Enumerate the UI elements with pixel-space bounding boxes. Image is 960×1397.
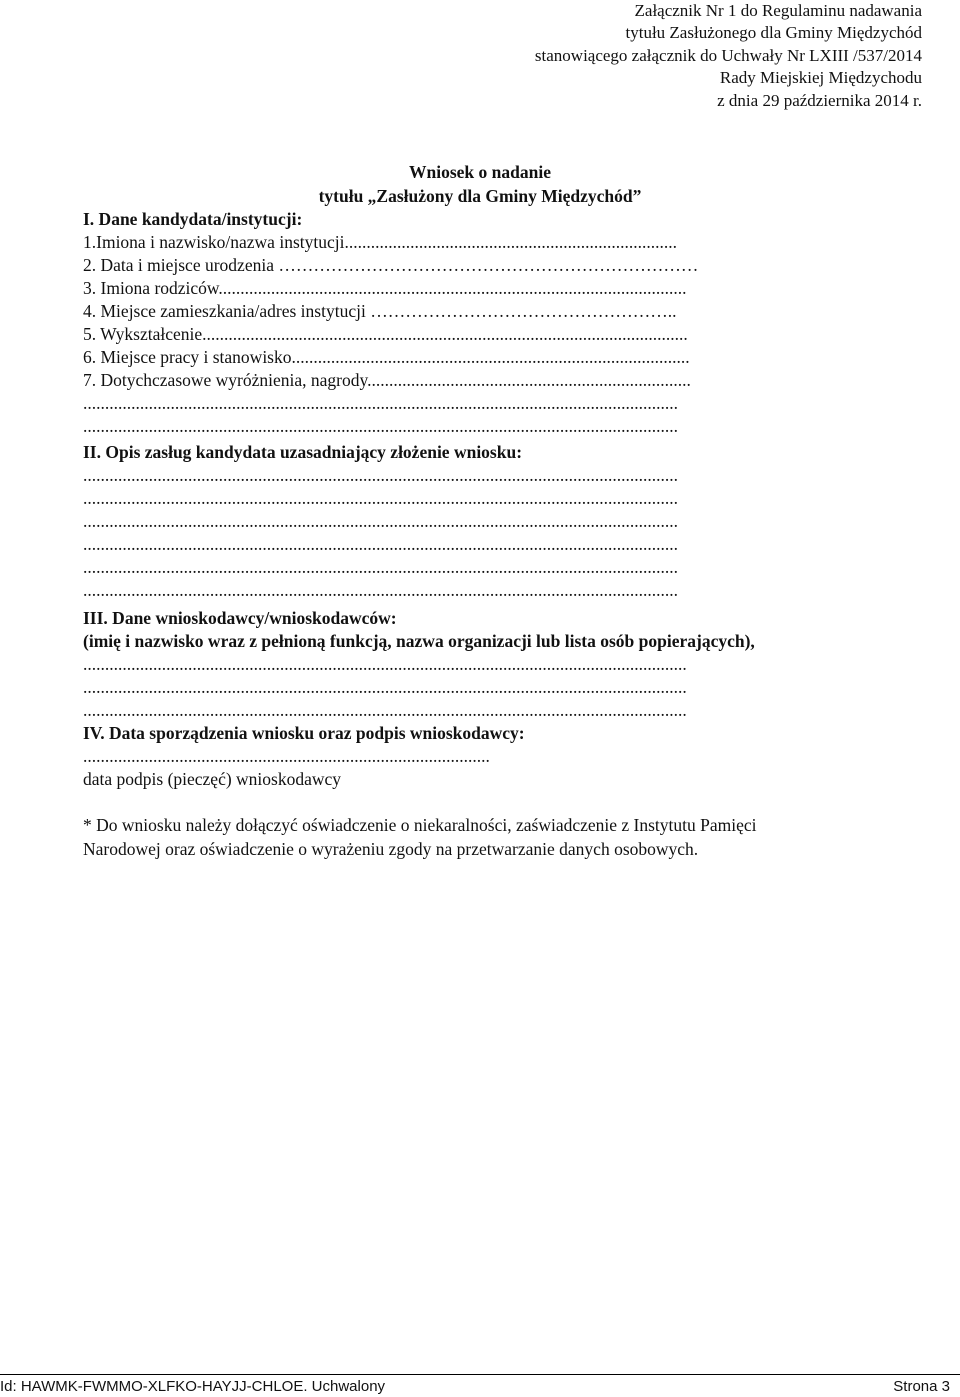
page-footer <box>0 1374 960 1395</box>
section-3-subheading: (imię i nazwisko wraz z pełnioną funkcją, nazwa organizacji lub lista osób popierających), <box>83 631 755 651</box>
section-2-line-3: ........................................................................................................................................ <box>83 511 678 531</box>
section-1-item-2: 2. Data i miejsce urodzenia ……………………………………………………………… <box>83 255 699 275</box>
section-3-heading: III. Dane wnioskodawcy/wnioskodawców: <box>83 608 397 628</box>
title-line-2: tytułu „Zasłużony dla Gminy Międzychód” <box>318 186 642 206</box>
annex-line-3: stanowiącego załącznik do Uchwały Nr LXIII /537/2014 <box>534 45 922 65</box>
signature-dots: ............................................................................................. <box>83 746 490 766</box>
note-line-2: Narodowej oraz oświadczenie o wyrażeniu zgody na przetwarzanie danych osobowych. <box>83 839 699 859</box>
annex-line-1: Załącznik Nr 1 do Regulaminu nadawania <box>634 1 922 20</box>
section-1-item-4: 4. Miejsce zamieszkania/adres instytucji …………………………………………….. <box>83 301 677 321</box>
section-1-item-6: 6. Miejsce pracy i stanowisko........................................................................................... <box>83 347 690 367</box>
annex-line-5: z dnia 29 października 2014 r. <box>717 90 922 110</box>
page-number: Strona 3 <box>893 1378 950 1395</box>
document-id: Id: HAWMK-FWMMO-XLFKO-HAYJJ-CHLOE. Uchwalony <box>0 1378 386 1395</box>
title-line-1: Wniosek o nadanie <box>409 162 551 182</box>
annex-header <box>402 0 922 112</box>
note-line-1: * Do wniosku należy dołączyć oświadczenie o niekaralności, zaświadczenie z Instytutu Pamięci <box>83 815 757 835</box>
section-2-heading: II. Opis zasług kandydata uzasadniający złożenie wniosku: <box>83 442 523 462</box>
section-2-line-4: ........................................................................................................................................ <box>83 534 678 554</box>
section-1-heading: I. Dane kandydata/instytucji: <box>83 209 303 229</box>
signature-label: data podpis (pieczęć) wnioskodawcy <box>83 769 342 789</box>
section-1-extra-line-2: ........................................................................................................................................ <box>83 416 678 436</box>
annex-line-4: Rady Miejskiej Międzychodu <box>719 68 922 88</box>
section-3-line-3: .......................................................................................................................................... <box>83 700 687 720</box>
section-1-item-7: 7. Dotychczasowe wyróżnienia, nagrody.......................................................................... <box>83 370 691 390</box>
section-1-item-1: 1.Imiona i nazwisko/nazwa instytucji............................................................................ <box>83 232 677 252</box>
annex-line-2: tytułu Zasłużonego dla Gminy Międzychód <box>625 23 922 43</box>
section-2-line-6: ........................................................................................................................................ <box>83 580 678 600</box>
section-2-line-2: ........................................................................................................................................ <box>83 488 678 508</box>
section-2-line-5: ........................................................................................................................................ <box>83 557 678 577</box>
section-3-line-1: .......................................................................................................................................... <box>83 654 687 674</box>
section-3-line-2: .......................................................................................................................................... <box>83 677 687 697</box>
section-4-heading: IV. Data sporządzenia wniosku oraz podpis wnioskodawcy: <box>83 723 525 743</box>
document-title <box>0 160 960 208</box>
section-2-line-1: ........................................................................................................................................ <box>83 465 678 485</box>
section-1-extra-line-1: ........................................................................................................................................ <box>83 393 678 413</box>
section-1-item-3: 3. Imiona rodziców........................................................................................................... <box>83 278 687 298</box>
section-1-item-5: 5. Wykształcenie............................................................................................................... <box>83 324 688 344</box>
